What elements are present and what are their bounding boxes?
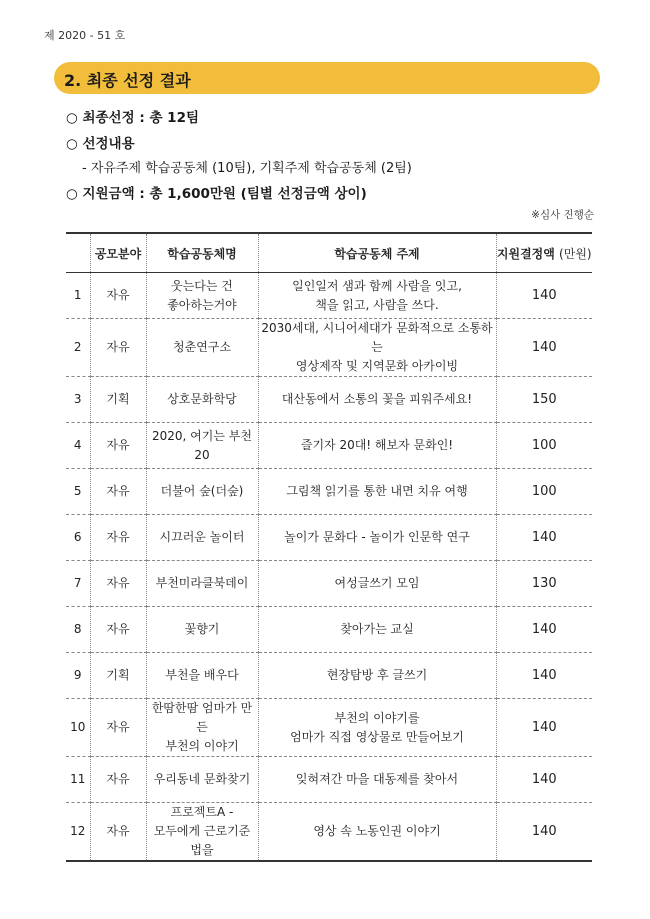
row-community-name <box>146 699 258 757</box>
row-community-name-line: 부천을 배우다 <box>165 668 239 682</box>
row-community-name <box>146 515 258 561</box>
row-field: 자유 <box>90 423 146 469</box>
header-field: 공모분야 <box>90 233 146 273</box>
table-row <box>66 273 592 319</box>
row-community-name <box>146 469 258 515</box>
row-community-topic <box>258 561 496 607</box>
row-amount: 140 <box>496 607 592 653</box>
row-community-name-line: 모두에게 근로기준법을 <box>153 824 251 857</box>
row-community-topic <box>258 803 496 862</box>
table-row <box>66 699 592 757</box>
header-community-name: 학습공동체명 <box>146 233 258 273</box>
row-field: 자유 <box>90 515 146 561</box>
row-amount: 140 <box>496 273 592 319</box>
review-order-note: ※심사 진행순 <box>531 209 594 221</box>
table-row <box>66 653 592 699</box>
row-community-name-line: 더불어 숲(더숲) <box>160 484 244 498</box>
row-community-topic-line: 잊혀져간 마을 대동제를 찾아서 <box>295 772 459 786</box>
row-community-topic <box>258 319 496 377</box>
row-number: 5 <box>66 469 90 515</box>
header-amount-unit: (만원) <box>559 246 592 261</box>
table-row <box>66 757 592 803</box>
row-field: 자유 <box>90 273 146 319</box>
row-community-topic <box>258 607 496 653</box>
summary-support-amount: ○ 지원금액 : 총 1,600만원 (팀별 선정금액 상이) <box>66 186 367 202</box>
row-community-topic-line: 영상제작 및 지역문화 아카이빙 <box>295 359 459 373</box>
row-field: 자유 <box>90 319 146 377</box>
row-community-name <box>146 561 258 607</box>
row-community-name-line: 프로젝트A - <box>170 805 234 819</box>
row-community-name <box>146 273 258 319</box>
row-community-topic-line: 현장탐방 후 글쓰기 <box>326 668 428 682</box>
row-community-topic-line: 일인일저 샘과 함께 사람을 잇고, <box>292 278 462 293</box>
table-row <box>66 803 592 862</box>
row-field: 자유 <box>90 803 146 862</box>
selection-results-table <box>66 232 592 862</box>
row-number: 4 <box>66 423 90 469</box>
table-header-row <box>66 233 592 273</box>
row-community-topic <box>258 423 496 469</box>
row-community-topic <box>258 757 496 803</box>
row-community-name-line: 청춘연구소 <box>173 340 231 354</box>
row-amount: 140 <box>496 515 592 561</box>
header-amount <box>496 233 592 273</box>
table-row <box>66 469 592 515</box>
header-number <box>66 233 90 273</box>
row-community-topic <box>258 699 496 757</box>
row-amount: 150 <box>496 377 592 423</box>
row-community-topic-line: 부천의 이야기를 <box>334 710 420 725</box>
row-number: 9 <box>66 653 90 699</box>
row-community-topic <box>258 653 496 699</box>
row-community-name-line: 시끄러운 놀이터 <box>159 530 245 544</box>
row-community-name-line: 웃는다는 건 <box>171 278 233 293</box>
row-community-topic-line: 즐기자 20대! 해보자 문화인! <box>300 438 454 452</box>
row-community-topic-line: 엄마가 직접 영상물로 만들어보기 <box>290 729 464 744</box>
row-community-name-line: 부천의 이야기 <box>165 739 239 753</box>
row-community-name-line: 한땀한땀 엄마가 만든 <box>151 701 253 734</box>
row-community-name-line: 2020, 여기는 부천20 <box>152 428 252 462</box>
row-number: 10 <box>66 699 90 757</box>
row-amount: 100 <box>496 423 592 469</box>
row-community-topic-line: 여성글쓰기 모임 <box>334 576 420 590</box>
row-community-topic-line: 2030세대, 시니어세대가 문화적으로 소통하는 <box>261 321 493 354</box>
issue-number: 제 2020 - 51 호 <box>44 29 126 42</box>
row-community-topic-line: 놀이가 문화다 - 놀이가 인문학 연구 <box>284 530 470 544</box>
row-amount: 140 <box>496 803 592 862</box>
row-community-name <box>146 653 258 699</box>
row-community-topic-line: 영상 속 노동인권 이야기 <box>313 824 441 838</box>
row-number: 7 <box>66 561 90 607</box>
row-field: 자유 <box>90 469 146 515</box>
row-field: 자유 <box>90 757 146 803</box>
row-field: 기획 <box>90 377 146 423</box>
row-community-topic <box>258 515 496 561</box>
row-number: 2 <box>66 319 90 377</box>
row-number: 11 <box>66 757 90 803</box>
row-community-name <box>146 757 258 803</box>
row-number: 1 <box>66 273 90 319</box>
row-amount: 140 <box>496 319 592 377</box>
table-row <box>66 423 592 469</box>
table-row <box>66 561 592 607</box>
row-community-topic-line: 대산동에서 소통의 꽃을 피워주세요! <box>281 392 473 406</box>
section-title: 2. 최종 선정 결과 <box>64 71 191 90</box>
header-community-topic: 학습공동체 주제 <box>258 233 496 273</box>
row-amount: 140 <box>496 699 592 757</box>
row-community-name-line: 좋아하는거야 <box>167 297 237 312</box>
summary-selection-content: ○ 선정내용 <box>66 136 135 152</box>
section-header-bar <box>54 62 600 94</box>
row-number: 12 <box>66 803 90 862</box>
row-amount: 140 <box>496 653 592 699</box>
row-field: 기획 <box>90 653 146 699</box>
row-community-topic <box>258 377 496 423</box>
row-community-topic-line: 책을 읽고, 사람을 쓰다. <box>315 297 439 312</box>
row-community-topic-line: 찾아가는 교실 <box>340 622 414 636</box>
row-community-name <box>146 319 258 377</box>
row-community-name-line: 부천미라클북데이 <box>155 576 249 590</box>
row-community-name-line: 우리동네 문화찾기 <box>153 772 251 786</box>
row-community-topic <box>258 273 496 319</box>
row-community-name <box>146 607 258 653</box>
table-row <box>66 377 592 423</box>
row-amount: 130 <box>496 561 592 607</box>
row-community-name-line: 상호문화학당 <box>167 392 237 406</box>
row-community-name <box>146 803 258 862</box>
row-field: 자유 <box>90 607 146 653</box>
table-row <box>66 515 592 561</box>
row-number: 6 <box>66 515 90 561</box>
row-community-name <box>146 423 258 469</box>
row-community-name-line: 꽃향기 <box>184 622 220 636</box>
summary-total-selected: ○ 최종선정 : 총 12팀 <box>66 110 200 126</box>
row-field: 자유 <box>90 561 146 607</box>
row-field: 자유 <box>90 699 146 757</box>
row-community-topic-line: 그림책 읽기를 통한 내면 치유 여행 <box>286 484 468 498</box>
row-community-topic <box>258 469 496 515</box>
row-community-name <box>146 377 258 423</box>
summary-selection-detail: - 자유주제 학습공동체 (10팀), 기획주제 학습공동체 (2팀) <box>82 161 412 176</box>
row-amount: 100 <box>496 469 592 515</box>
row-amount: 140 <box>496 757 592 803</box>
row-number: 8 <box>66 607 90 653</box>
table-row <box>66 319 592 377</box>
header-amount-label: 지원결정액 <box>496 246 555 261</box>
row-number: 3 <box>66 377 90 423</box>
table-row <box>66 607 592 653</box>
